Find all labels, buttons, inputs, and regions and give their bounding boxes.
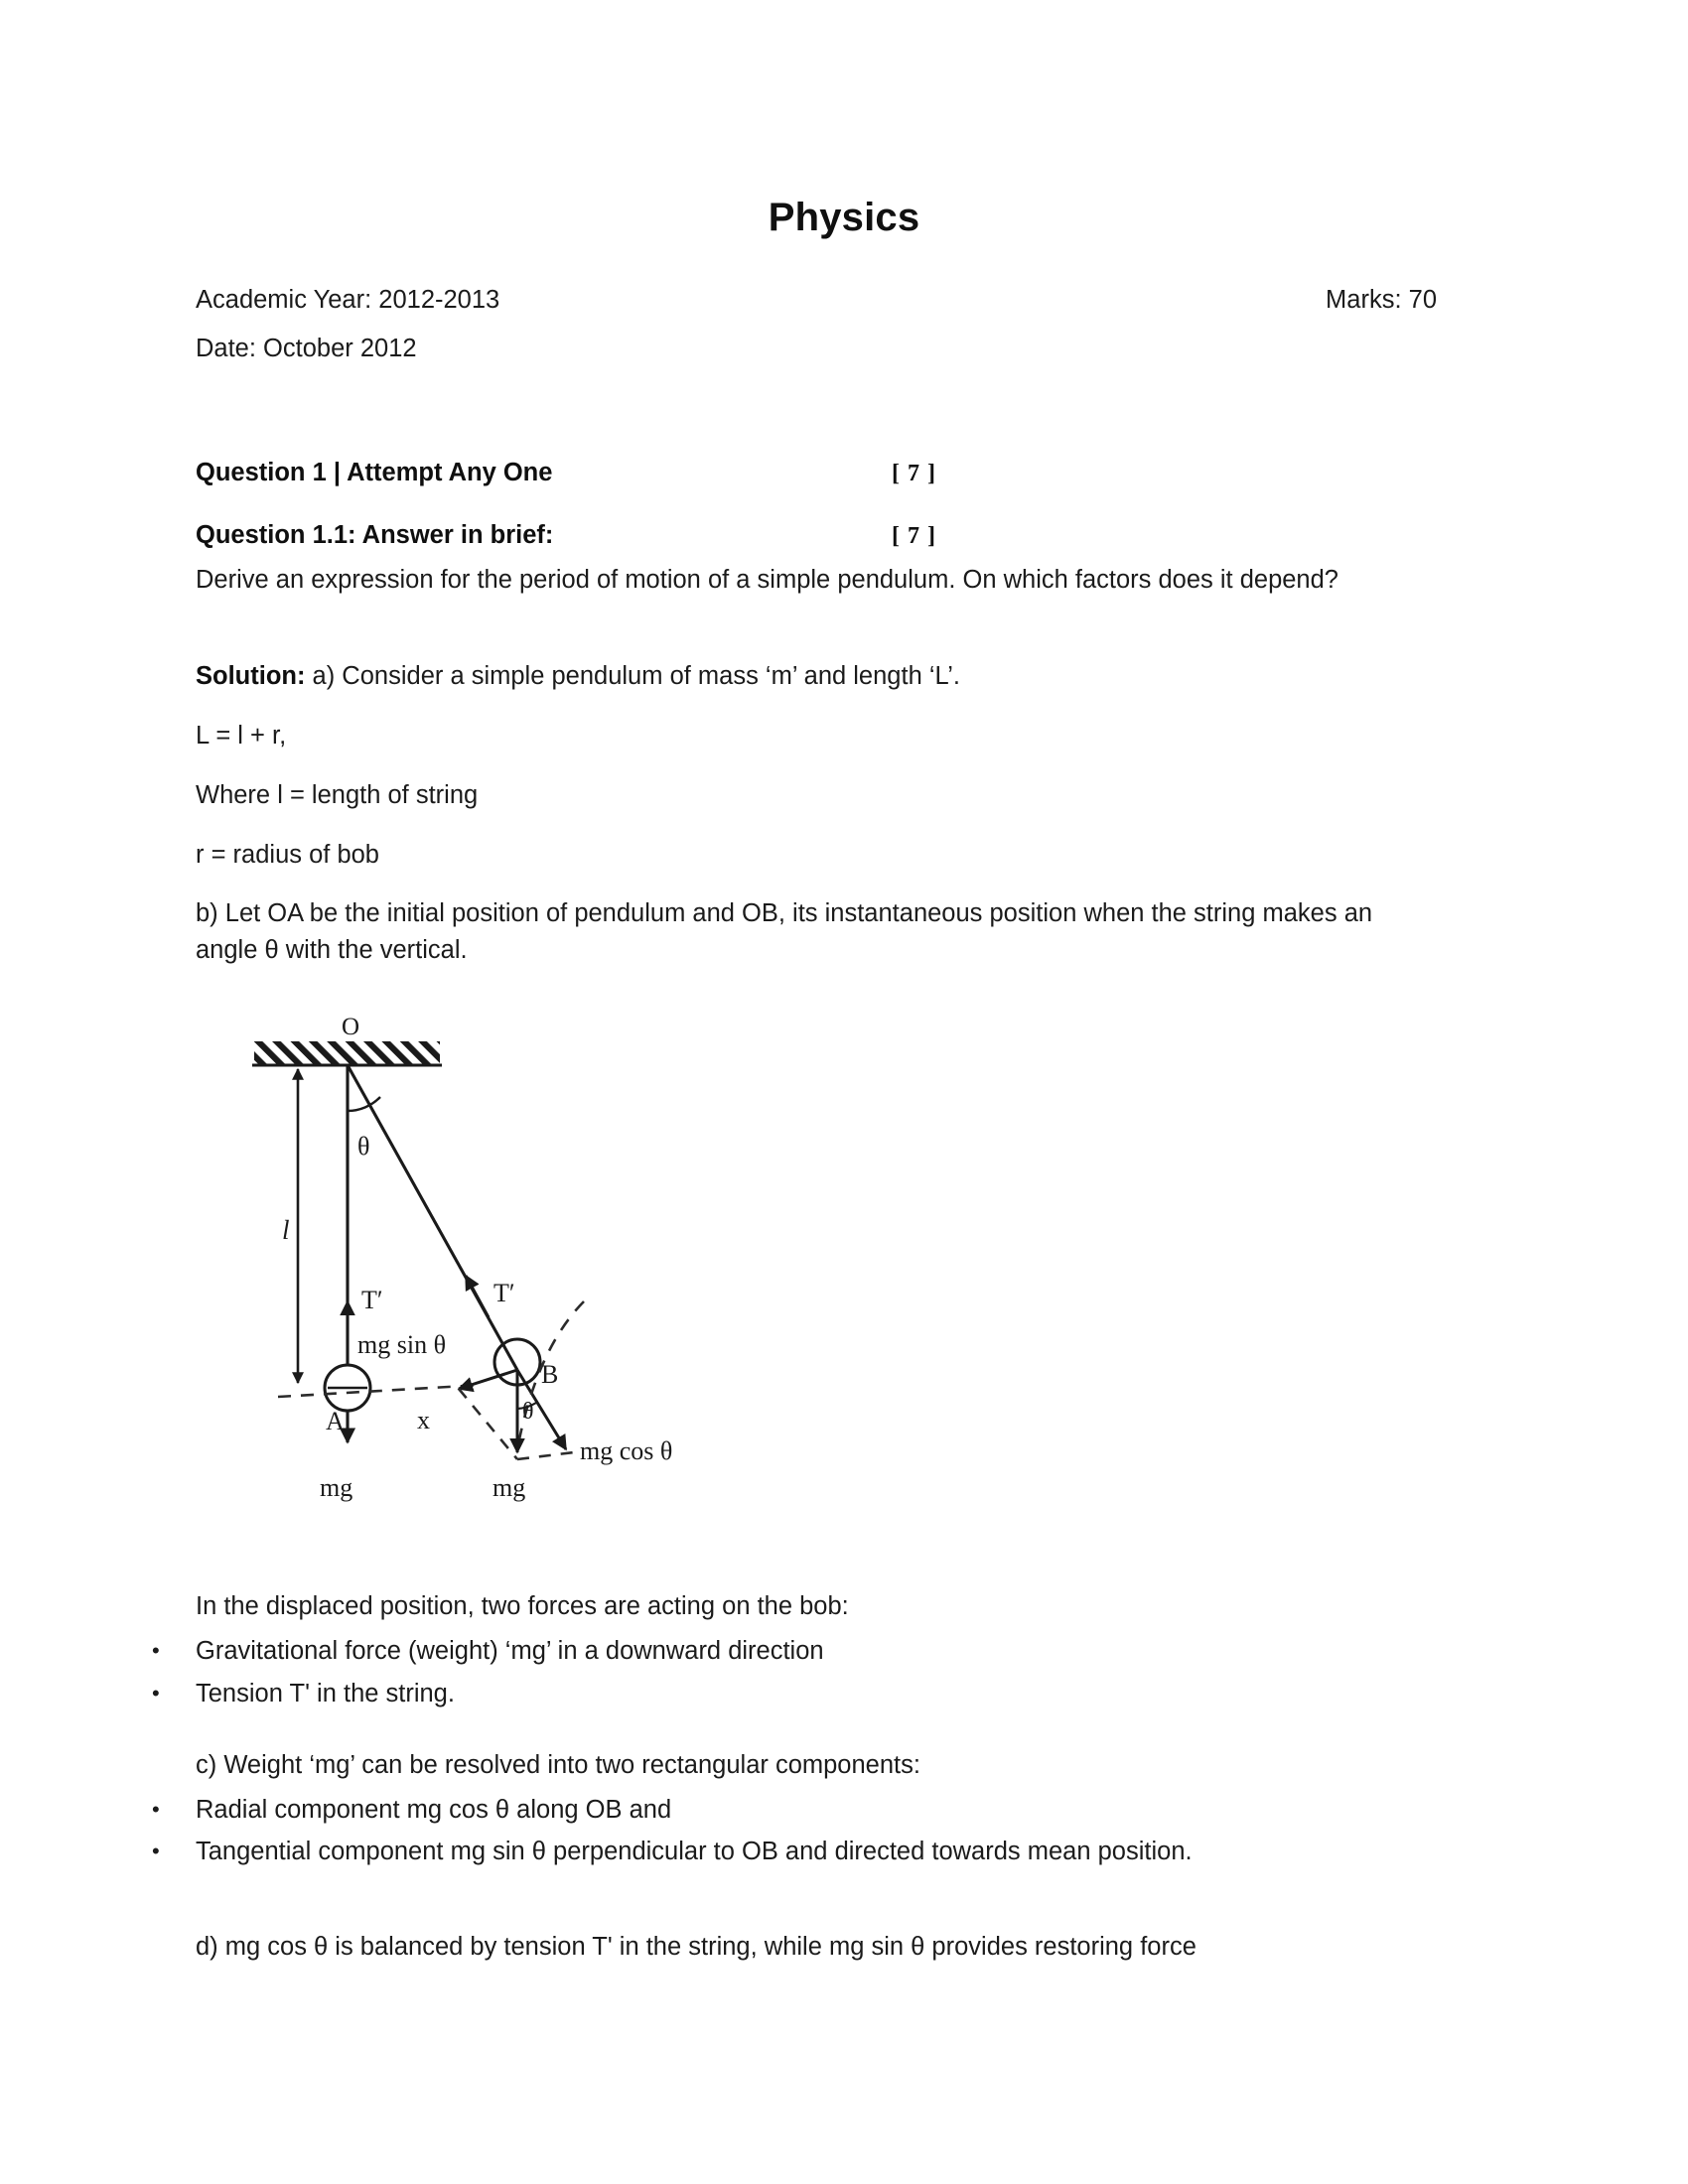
page-title: Physics <box>768 196 920 239</box>
solution-where-l: Where l = length of string <box>196 781 479 809</box>
svg-text:T′: T′ <box>361 1286 383 1314</box>
solution-equation: L = l + r, <box>196 722 287 750</box>
svg-text:x: x <box>417 1406 430 1434</box>
svg-text:A: A <box>326 1407 345 1435</box>
simple-pendulum-force-diagram <box>238 1008 755 1514</box>
solution-part-c: c) Weight ‘mg’ can be resolved into two rectangular components: <box>196 1751 920 1779</box>
solution-part-a-text: a) Consider a simple pendulum of mass ‘m’ and length ‘L’. <box>305 662 961 690</box>
list-item: • Tension T' in the string. <box>196 1676 1437 1712</box>
list-item: • Radial component mg cos θ along OB and <box>196 1792 1437 1829</box>
bob-a <box>325 1365 370 1411</box>
question-1-1-marks: [ 7 ] <box>892 523 936 549</box>
list-item: • Tangential component mg sin θ perpendicular to OB and directed towards mean position. <box>196 1834 1437 1870</box>
question-1-1-heading: Question 1.1: Answer in brief: <box>196 521 554 549</box>
ceiling-hatch <box>252 1041 442 1065</box>
forces-intro: In the displaced position, two forces are acting on the bob: <box>196 1592 849 1620</box>
question-1-heading: Question 1 | Attempt Any One <box>196 459 553 486</box>
svg-text:mg: mg <box>320 1473 353 1502</box>
svg-text:B: B <box>541 1360 559 1389</box>
solution-part-b: b) Let OA be the initial position of pendulum and OB, its instantaneous position when the string makes an angle θ with the vertical. <box>196 899 1373 964</box>
date-label: Date: October 2012 <box>196 335 417 362</box>
solution-part-d: d) mg cos θ is balanced by tension T' in the string, while mg sin θ provides restoring force <box>196 1933 1196 1961</box>
svg-text:θ: θ <box>522 1399 534 1425</box>
question-1-1-text: Derive an expression for the period of motion of a simple pendulum. On which factors does it depend? <box>196 566 1338 594</box>
solution-where-r: r = radius of bob <box>196 841 379 869</box>
marks-label: Marks: 70 <box>1326 286 1437 314</box>
solution-part-a <box>196 658 1437 695</box>
svg-text:θ: θ <box>357 1132 370 1160</box>
svg-text:mg sin θ: mg sin θ <box>357 1330 447 1359</box>
list-item: • Gravitational force (weight) ‘mg’ in a downward direction <box>196 1633 1437 1670</box>
svg-text:mg: mg <box>492 1473 526 1502</box>
svg-text:mg cos θ: mg cos θ <box>580 1436 673 1465</box>
solution-label: Solution: <box>196 662 306 690</box>
question-1-marks: [ 7 ] <box>892 461 936 486</box>
academic-year-label: Academic Year: 2012-2013 <box>196 286 500 314</box>
svg-text:T′: T′ <box>493 1279 515 1307</box>
svg-text:O: O <box>342 1014 360 1040</box>
svg-text:l: l <box>282 1215 290 1245</box>
